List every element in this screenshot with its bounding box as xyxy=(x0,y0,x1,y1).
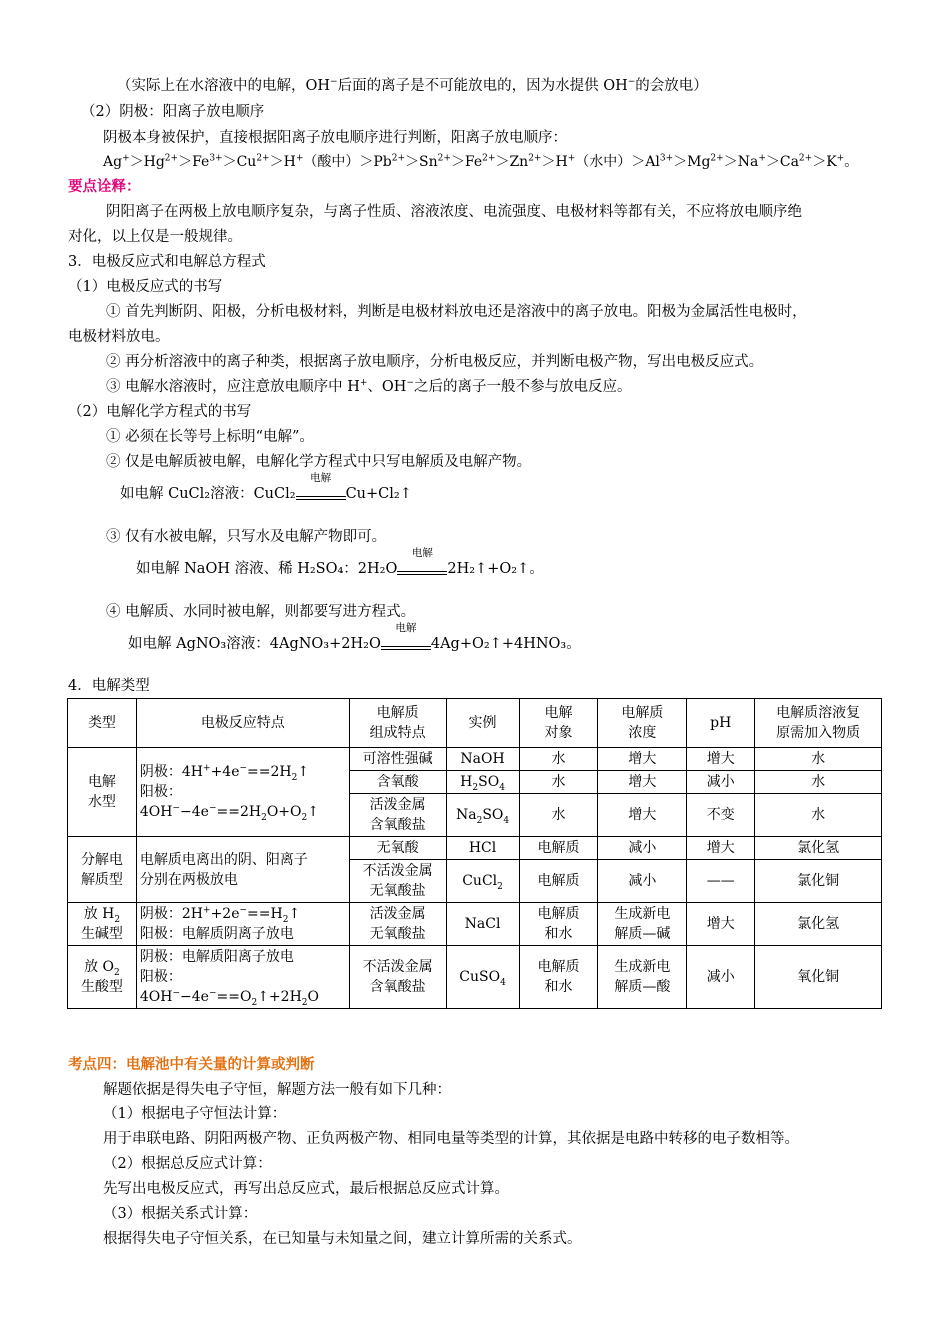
table-cell: HCl xyxy=(446,837,519,860)
table-cell: 活泼金属 无氧酸盐 xyxy=(349,903,446,946)
table-cell: $H_2SO_4$ xyxy=(446,771,519,794)
paragraph: 电极材料放电。 xyxy=(68,329,170,345)
paragraph: 用于串联电路、阴阳两极产物、正负两极产物、相同电量等类型的计算，其依据是电路中转移的电子数相等。 xyxy=(103,1131,799,1147)
header-cell: 电解 对象 xyxy=(519,699,598,748)
feature-cell: 阴极：$2H^++2e^-==H_2↑$ 阳极：电解质阴离子放电 xyxy=(136,903,349,946)
section-heading: 3．电极反应式和电解总方程式 xyxy=(68,254,266,270)
exam-point-title: 考点四：电解池中有关量的计算或判断 xyxy=(68,1057,315,1073)
table-row xyxy=(68,946,882,1009)
table-cell: 氯化氢 xyxy=(755,903,882,946)
table-cell: 增大 xyxy=(598,771,687,794)
electrolysis-types-table xyxy=(67,698,882,1009)
section-heading: 4．电解类型 xyxy=(68,678,150,694)
paragraph: ④ 电解质、水同时被电解，则都要写进方程式。 xyxy=(106,604,416,620)
table-cell: CuCl$_2$ xyxy=(446,860,519,903)
section-heading: （2）根据总反应式计算： xyxy=(103,1156,272,1172)
section-heading: （3）根据关系式计算： xyxy=(103,1206,258,1222)
section-heading: （1）根据电子守恒法计算： xyxy=(103,1106,287,1122)
paragraph: ① 必须在长等号上标明“电解”。 xyxy=(106,429,314,445)
paragraph: ③ 电解水溶液时，应注意放电顺序中 H+、OH−之后的离子一般不参与放电反应。 xyxy=(106,378,632,395)
paragraph: 先写出电极反应式，再写出总反应式，最后根据总反应式计算。 xyxy=(103,1181,509,1197)
table-cell: 不变 xyxy=(687,794,755,837)
table-cell: NaCl xyxy=(446,903,519,946)
table-cell: 电解质 和水 xyxy=(519,946,598,1009)
table-row xyxy=(68,903,882,946)
table-cell: 减小 xyxy=(598,860,687,903)
table-cell: $Na_2SO_4$ xyxy=(446,794,519,837)
table-cell: 活泼金属 含氧酸盐 xyxy=(349,794,446,837)
section-heading: （1）电极反应式的书写 xyxy=(68,279,223,295)
table-cell: 增大 xyxy=(687,903,755,946)
table-cell: 不活泼金属 无氧酸盐 xyxy=(349,860,446,903)
table-cell: 不活泼金属 含氧酸盐 xyxy=(349,946,446,1009)
table-cell: 增大 xyxy=(598,748,687,771)
section-heading: （2）电解化学方程式的书写 xyxy=(68,404,252,420)
paragraph: 阴阳离子在两极上放电顺序复杂，与离子性质、溶液浓度、电流强度、电极材料等都有关，不应将放电顺序绝 xyxy=(106,204,802,220)
header-cell: 电极反应特点 xyxy=(136,699,349,748)
paragraph: 解题依据是得失电子守恒，解题方法一般有如下几种： xyxy=(103,1082,451,1098)
table-cell: NaOH xyxy=(446,748,519,771)
table-row xyxy=(68,748,882,771)
table-cell: 生成新电 解质—酸 xyxy=(598,946,687,1009)
feature-cell: 阴极：电解质阳离子放电 阳极： $4OH^--4e^-==O_2↑+2H_2O$ xyxy=(136,946,349,1009)
header-cell: 电解质 浓度 xyxy=(598,699,687,748)
table-cell: 水 xyxy=(519,748,598,771)
table-cell: 可溶性强碱 xyxy=(349,748,446,771)
table-cell: 减小 xyxy=(598,837,687,860)
header-cell: 电解质 组成特点 xyxy=(349,699,446,748)
table-cell: 水 xyxy=(755,794,882,837)
paragraph: ③ 仅有水被电解，只写水及电解产物即可。 xyxy=(106,529,387,545)
header-cell: 类型 xyxy=(68,699,137,748)
table-cell: 氯化铜 xyxy=(755,860,882,903)
key-point-title: 要点诠释： xyxy=(68,179,141,195)
header-cell: 电解质溶液复 原需加入物质 xyxy=(755,699,882,748)
electrolysis-condition: 电解 xyxy=(296,484,346,504)
cation-order: $Ag^+>Hg^{2+}>Fe^{3+}>Cu^{2+}>H^+$（酸中）$>Pb^{2+}>Sn^{2+}>Fe^{2+}>Zn^{2+}>H^+$（水中）$>Al^{3+}>Mg^{2+}>Na^+>Ca^{2+}>K^+$。 xyxy=(103,153,859,170)
paragraph: ② 仅是电解质被电解，电解化学方程式中只写电解质及电解产物。 xyxy=(106,454,532,470)
table-cell: 增大 xyxy=(598,794,687,837)
table-cell: 减小 xyxy=(687,946,755,1009)
table-cell: 生成新电 解质—碱 xyxy=(598,903,687,946)
header-cell: pH xyxy=(687,699,755,748)
note-oh-line: （实际上在水溶液中的电解，OH−后面的离子是不可能放电的，因为水提供 OH−的会放电） xyxy=(117,77,708,94)
type-cell: 放 $H_2$ 生碱型 xyxy=(68,903,137,946)
table-cell: 减小 xyxy=(687,771,755,794)
table-cell: 水 xyxy=(519,771,598,794)
table-cell: 氧化铜 xyxy=(755,946,882,1009)
equation-cucl2: 如电解 CuCl₂溶液：CuCl₂ 电解 Cu+Cl₂↑ xyxy=(120,472,412,502)
feature-cell: 电解质电离出的阴、阳离子 分别在两极放电 xyxy=(136,837,349,903)
paragraph: 根据得失电子守恒关系，在已知量与未知量之间，建立计算所需的关系式。 xyxy=(103,1231,582,1247)
header-cell: 实例 xyxy=(446,699,519,748)
table-cell: 增大 xyxy=(687,837,755,860)
paragraph: ① 首先判断阴、阳极，分析电极材料，判断是电极材料放电还是溶液中的离子放电。阳极为金属活性电极时， xyxy=(106,304,807,320)
table-cell: 电解质 和水 xyxy=(519,903,598,946)
equation-water: 如电解 NaOH 溶液、稀 H₂SO₄：2H₂O 电解 2H₂↑+O₂↑。 xyxy=(136,547,544,577)
feature-cell: 阴极：$4H^++4e^-==2H_2↑$ 阳极： $4OH^--4e^-==2H_2O+O_2↑$ xyxy=(136,748,349,837)
table-cell: 无氧酸 xyxy=(349,837,446,860)
table-cell: 水 xyxy=(755,771,882,794)
table-cell: —— xyxy=(687,860,755,903)
equation-agno3: 如电解 AgNO₃溶液：4AgNO₃+2H₂O 电解 4Ag+O₂↑+4HNO₃。 xyxy=(128,622,581,652)
table-cell: 氯化氢 xyxy=(755,837,882,860)
type-cell: 电解 水型 xyxy=(68,748,137,837)
table-cell: 含氧酸 xyxy=(349,771,446,794)
type-cell: 分解电 解质型 xyxy=(68,837,137,903)
table-row xyxy=(68,837,882,860)
table-cell: CuSO$_4$ xyxy=(446,946,519,1009)
table-cell: 电解质 xyxy=(519,860,598,903)
table-cell: 水 xyxy=(755,748,882,771)
type-cell: 放 $O_2$ 生酸型 xyxy=(68,946,137,1009)
electrolysis-condition: 电解 xyxy=(397,559,447,579)
section-heading: （2）阴极：阳离子放电顺序 xyxy=(81,104,265,120)
paragraph: 阴极本身被保护，直接根据阳离子放电顺序进行判断，阳离子放电顺序： xyxy=(103,130,567,146)
table-cell: 水 xyxy=(519,794,598,837)
table-cell: 电解质 xyxy=(519,837,598,860)
table-header-row xyxy=(68,699,882,748)
paragraph: ② 再分析溶液中的离子种类，根据离子放电顺序，分析电极反应，并判断电极产物，写出电极反应式。 xyxy=(106,354,764,370)
table-cell: 增大 xyxy=(687,748,755,771)
electrolysis-condition: 电解 xyxy=(381,634,431,654)
paragraph: 对化，以上仅是一般规律。 xyxy=(68,229,242,245)
